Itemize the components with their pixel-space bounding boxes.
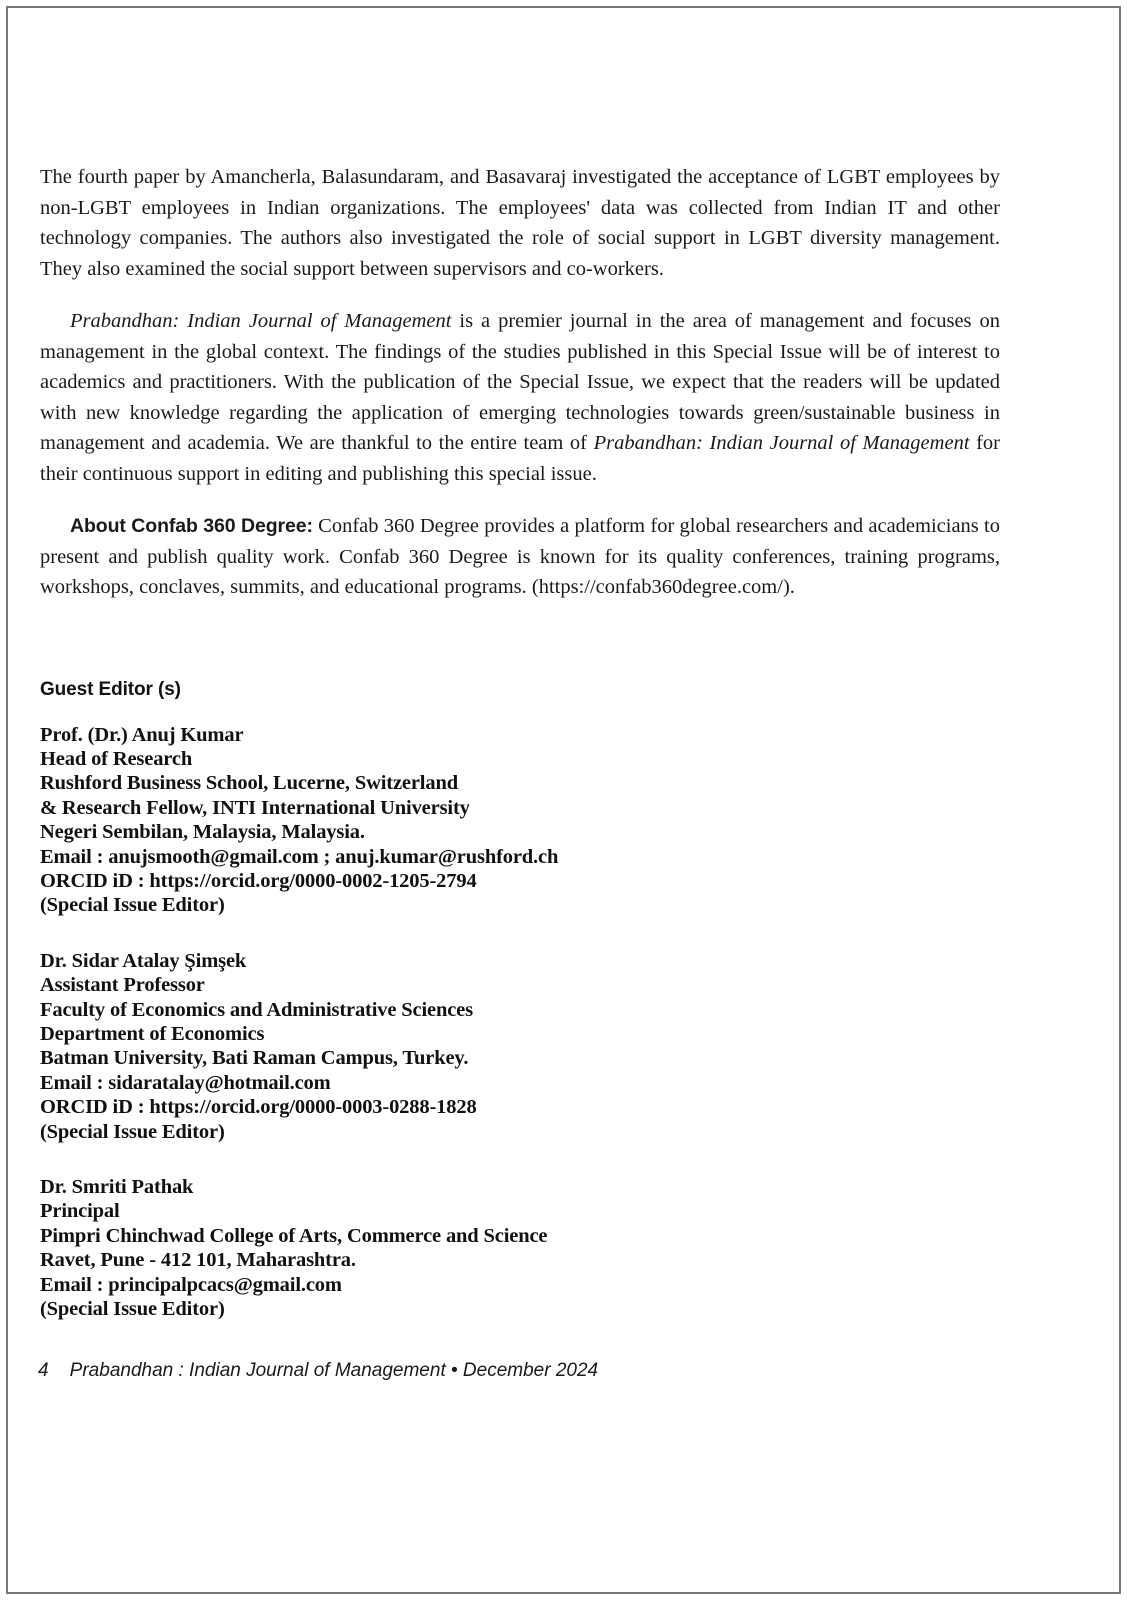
editor-role-line: (Special Issue Editor)	[40, 894, 225, 917]
editor-line: Head of Research	[40, 747, 193, 770]
editor-line: Department of Economics	[40, 1022, 265, 1045]
editor-line: Ravet, Pune - 412 101, Maharashtra.	[40, 1249, 356, 1272]
journal-title-second: Prabandhan: Indian Journal of Management	[593, 432, 970, 454]
paragraph-about-journal-text-2: for their continuous support in editing and publishing this special issue.	[40, 432, 1000, 485]
editor-email-line: Email : principalpcacs@gmail.com	[40, 1273, 342, 1296]
page-footer: 4 Prabandhan : Indian Journal of Management • December 2024	[38, 1360, 599, 1381]
editor-orcid-line: ORCID iD : https://orcid.org/0000-0003-0288-1828	[40, 1096, 477, 1119]
paragraph-about-journal-text-1: is a premier journal in the area of management and focuses on management in the global context. The findings of the studies published in this Special Issue will be of interest to academics and practitioners. With the publication of the Special Issue, we expect that the readers will be updated with new knowledge regarding the application of emerging technologies towards green/sustainable business in management and academia. We are thankful to the entire team of	[40, 310, 1000, 454]
about-confab-text: Confab 360 Degree provides a platform for global researchers and academicians to present and publish quality work. Confab 360 Degree is known for its quality conferences, training programs, workshops, conclaves, summits, and educational programs. (https://confab360degree.com/).	[40, 515, 1000, 598]
paragraph-about-journal	[40, 306, 1000, 489]
editor-line: Prof. (Dr.) Anuj Kumar	[40, 723, 244, 746]
editor-email-line: Email : anujsmooth@gmail.com ; anuj.kumar@rushford.ch	[40, 845, 559, 868]
guest-editors-heading: Guest Editor (s)	[40, 678, 181, 700]
page-content	[40, 162, 1000, 1352]
paragraph-fourth-paper: The fourth paper by Amancherla, Balasundaram, and Basavaraj investigated the acceptance of LGBT employees by non-LGBT employees in Indian organizations. The employees' data was collected from Indian IT and other technology companies. The authors also investigated the role of social support in LGBT diversity management. They also examined the social support between supervisors and co-workers.	[40, 166, 1000, 280]
paragraph-about-confab	[40, 511, 1000, 603]
editor-email-line: Email : sidaratalay@hotmail.com	[40, 1071, 331, 1094]
editor-line: Assistant Professor	[40, 974, 205, 997]
journal-title-first: Prabandhan: Indian Journal of Management	[70, 310, 452, 332]
guest-editor-entry	[40, 723, 1000, 918]
guest-editor-entry	[40, 1175, 1000, 1321]
editor-line: Principal	[40, 1200, 120, 1223]
guest-editor-entry	[40, 949, 1000, 1144]
editor-line: Batman University, Bati Raman Campus, Turkey.	[40, 1047, 469, 1070]
editor-role-line: (Special Issue Editor)	[40, 1120, 225, 1143]
editor-line: Rushford Business School, Lucerne, Switzerland	[40, 772, 458, 795]
editor-line: Dr. Sidar Atalay Şimşek	[40, 949, 247, 972]
editor-line: Negeri Sembilan, Malaysia, Malaysia.	[40, 821, 365, 844]
about-confab-heading: About Confab 360 Degree:	[70, 515, 313, 537]
editor-role-line: (Special Issue Editor)	[40, 1298, 225, 1321]
editor-line: Pimpri Chinchwad College of Arts, Commerce and Science	[40, 1224, 548, 1247]
editor-line: & Research Fellow, INTI International University	[40, 796, 470, 819]
editor-orcid-line: ORCID iD : https://orcid.org/0000-0002-1205-2794	[40, 869, 477, 892]
guest-editors-section	[40, 679, 1000, 1322]
editor-line: Faculty of Economics and Administrative Sciences	[40, 998, 473, 1021]
editor-line: Dr. Smriti Pathak	[40, 1176, 194, 1198]
